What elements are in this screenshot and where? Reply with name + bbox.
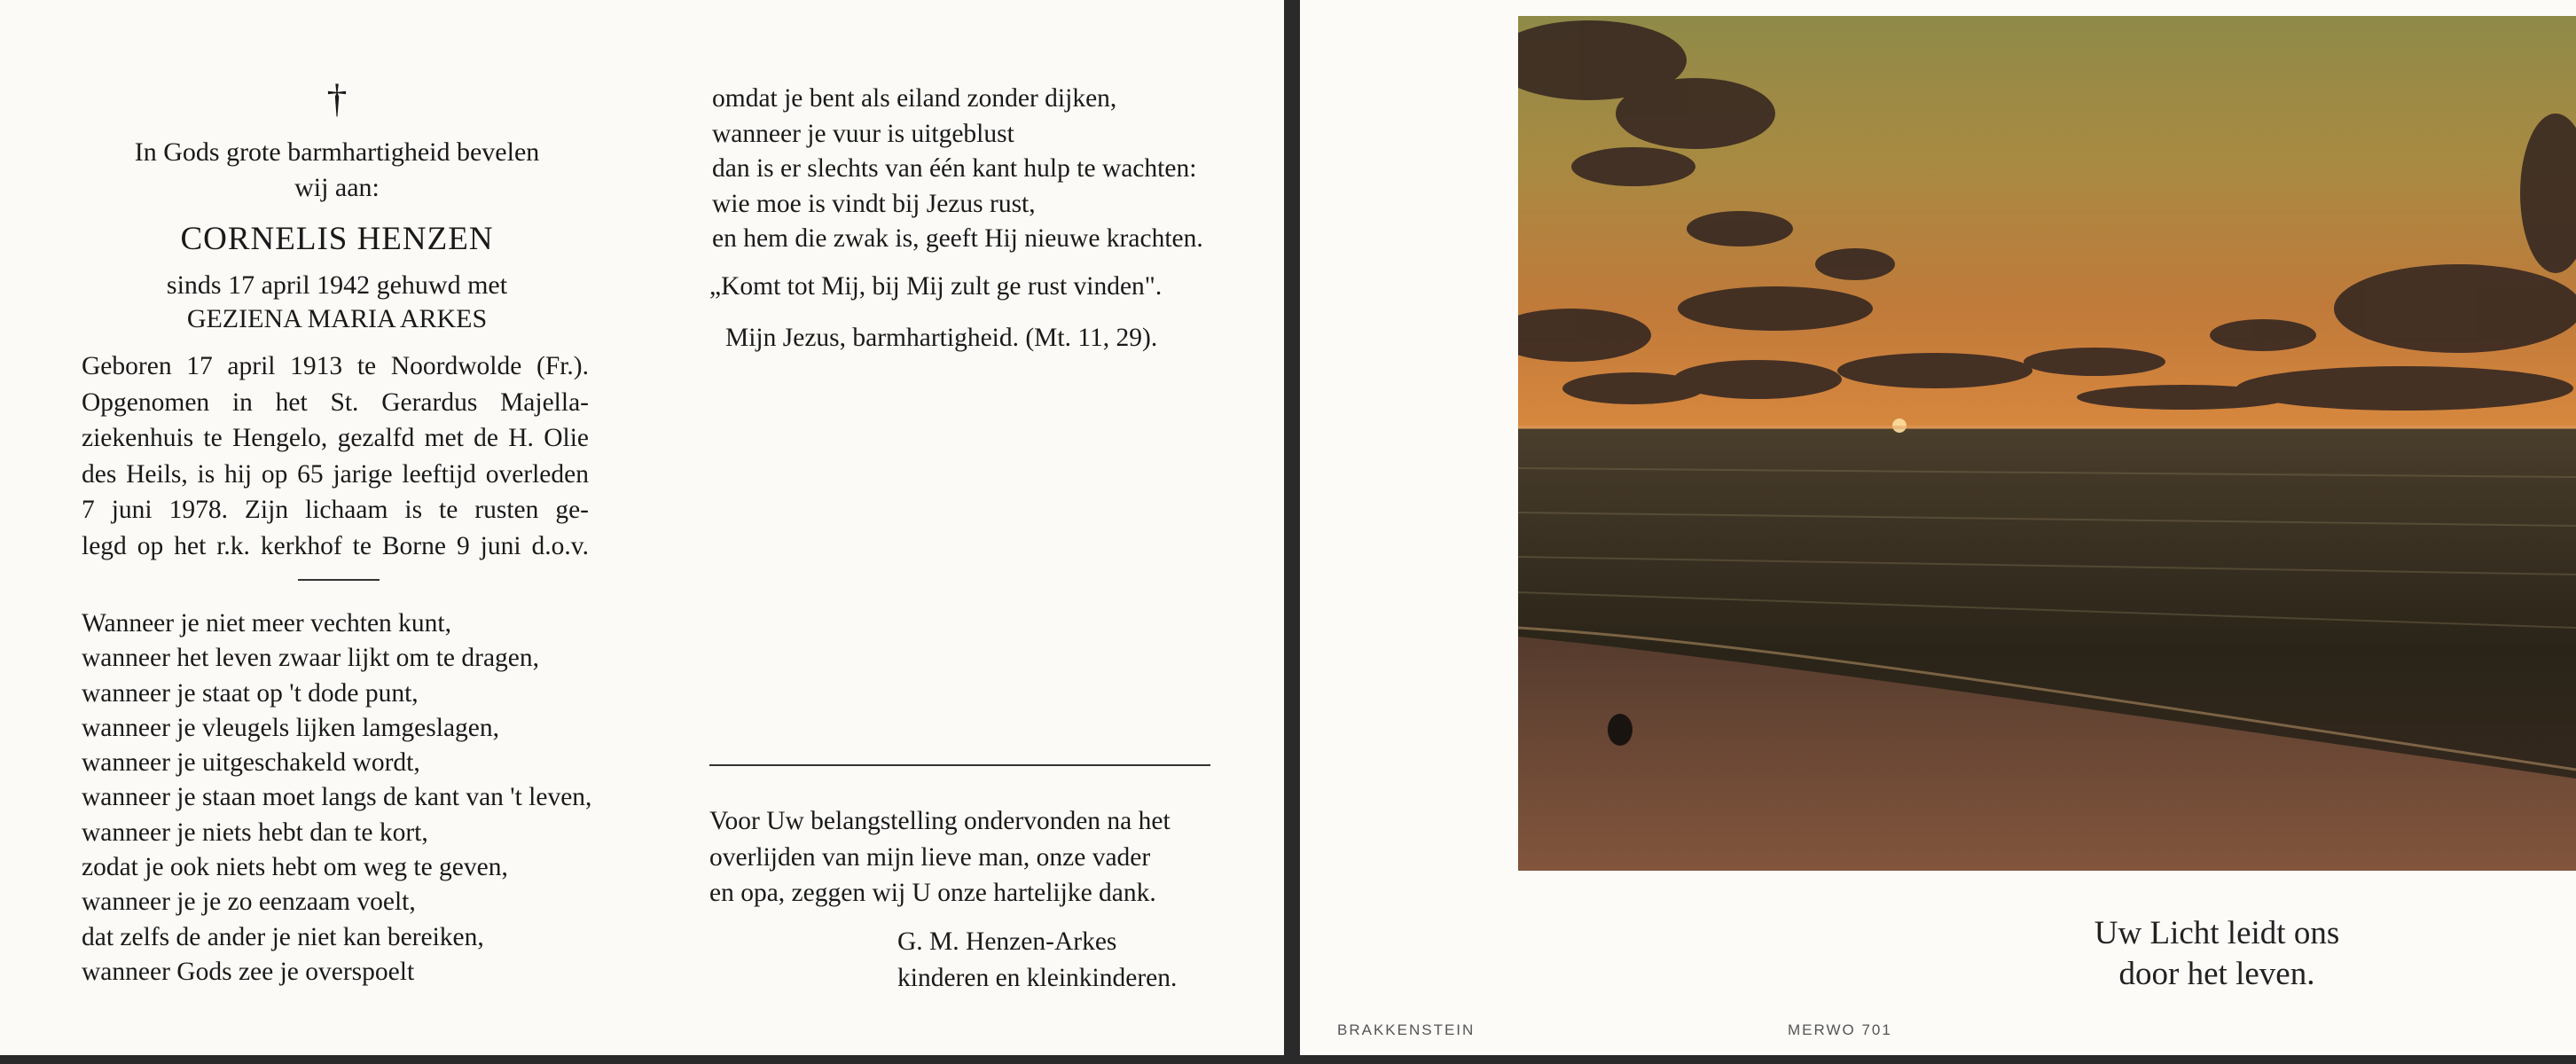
caption-line-2: door het leven. (2118, 956, 2315, 992)
biography-line: ziekenhuis te Hengelo, gezalfd met de H. Olie (82, 424, 589, 452)
poem-line: wanneer je vuur is uitgeblust (712, 119, 1014, 148)
sunset-sea-photo (1518, 16, 2576, 871)
thanks-line: Voor Uw belangstelling ondervonden na het (709, 807, 1171, 835)
biography-line: legd op het r.k. kerkhof te Borne 9 juni d.o.v. (82, 531, 589, 560)
bible-quote: „Komt tot Mij, bij Mij zult ge rust vinden". (709, 272, 1163, 301)
cover-caption (2040, 913, 2394, 995)
poem-line: zodat je ook niets hebt om weg te geven, (82, 853, 508, 882)
poem-line: Wanneer je niet meer vechten kunt, (82, 609, 451, 638)
poem-line: dat zelfs de ander je niet kan bereiken, (82, 922, 484, 951)
poem-line: wanneer je je zo eenzaam voelt, (82, 888, 416, 917)
signature-line: kinderen en kleinkinderen. (897, 963, 1178, 992)
poem-line: wanneer je staan moet langs de kant van 't leven, (82, 783, 592, 812)
biography-line: Opgenomen in het St. Gerardus Majella- (82, 387, 589, 417)
poem-line: wanneer je niets hebt dan te kort, (82, 818, 428, 847)
biography-line: 7 juni 1978. Zijn lichaam is te rusten ge- (82, 496, 589, 524)
poem-line: wanneer Gods zee je overspoelt (82, 957, 415, 986)
poem-line: wie moe is vindt bij Jezus rust, (712, 189, 1036, 218)
intro-text (0, 135, 674, 206)
signature (897, 924, 1217, 996)
biography (82, 348, 589, 564)
invocation: Mijn Jezus, barmhartigheid. (Mt. 11, 29). (725, 324, 1158, 352)
married-line: sinds 17 april 1942 gehuwd met (166, 270, 508, 300)
poem-line: dan is er slechts van één kant hulp te wachten: (712, 154, 1197, 183)
poem-line: wanneer je uitgeschakeld wordt, (82, 748, 420, 778)
poem (82, 606, 596, 990)
poem-line: wanneer je staat op 't dode punt, (82, 678, 419, 708)
biography-line: des Heils, is hij op 65 jarige leeftijd overleden (82, 459, 589, 489)
sunset-sea-image (1518, 16, 2576, 871)
poem-line: en hem die zwak is, geeft Hij nieuwe krachten. (712, 224, 1203, 253)
intro-line-1: In Gods grote barmhartigheid bevelen (134, 137, 540, 167)
section-divider (709, 764, 1210, 766)
memorial-card-inner (0, 0, 1284, 1055)
poem-line: wanneer je vleugels lijken lamgeslagen, (82, 713, 500, 742)
thanks-note (709, 803, 1210, 911)
cross-icon: † (326, 75, 348, 121)
publisher-imprint: BRAKKENSTEIN (1337, 1021, 1476, 1038)
product-code: MERWO 701 (1788, 1021, 1892, 1038)
signature-line: G. M. Henzen-Arkes (897, 927, 1117, 956)
caption-line-1: Uw Licht leidt ons (2094, 915, 2340, 951)
deceased-name: CORNELIS HENZEN (180, 221, 494, 257)
poem-continued (712, 82, 1218, 257)
biography-line: Geboren 17 april 1913 te Noordwolde (Fr.). (82, 352, 589, 380)
thanks-line: overlijden van mijn lieve man, onze vader (709, 842, 1151, 872)
intro-line-2: wij aan: (294, 173, 380, 202)
marriage-info (0, 269, 674, 336)
poem-line: omdat je bent als eiland zonder dijken, (712, 84, 1117, 113)
thanks-line: en opa, zeggen wij U onze hartelijke dank. (709, 879, 1156, 907)
poem-line: wanneer het leven zwaar lijkt om te dragen, (82, 644, 540, 673)
section-divider (298, 579, 380, 581)
spouse-name: GEZIENA MARIA ARKES (186, 304, 488, 333)
